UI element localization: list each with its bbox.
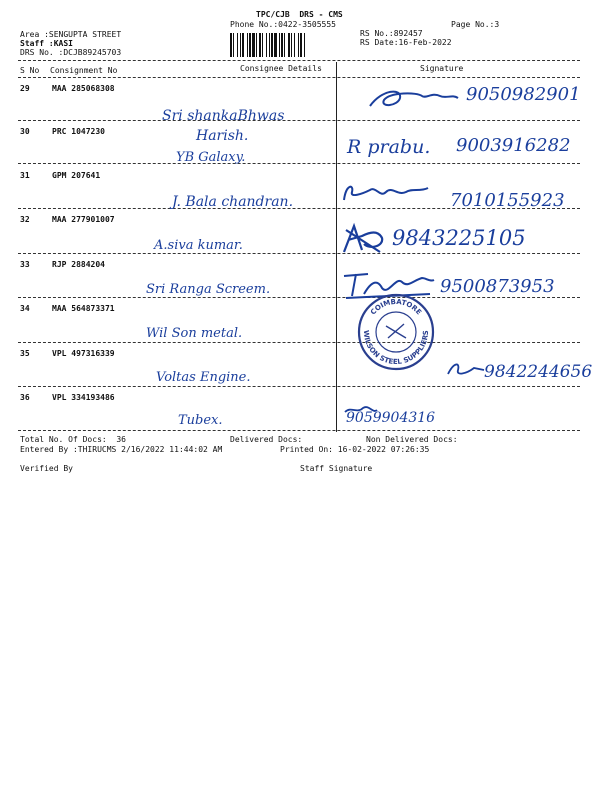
consignee-name: Sri Ranga Screem.	[146, 282, 271, 297]
total-docs: Total No. Of Docs: 36	[20, 435, 126, 444]
signature-scribble	[446, 360, 486, 380]
signature-phone: 9842244656	[484, 362, 593, 382]
staff-signature: Staff Signature	[300, 464, 373, 473]
row-divider	[18, 120, 580, 121]
signature-phone: 9003916282	[456, 135, 571, 156]
signature-phone: 9059904316	[346, 410, 436, 426]
non-delivered-docs: Non Delivered Docs:	[366, 435, 458, 444]
row-divider	[18, 253, 580, 254]
column-signature: Signature	[420, 64, 464, 73]
header-divider	[18, 60, 580, 61]
row-divider	[18, 430, 580, 431]
company-stamp	[356, 292, 436, 372]
consignee-name: Wil Son metal.	[146, 326, 243, 341]
row-sno: 32	[20, 215, 30, 224]
consignee-name: YB Galaxy.	[176, 150, 246, 165]
row-consignment: MAA 564873371	[52, 304, 115, 313]
column-sno: S No	[20, 66, 40, 75]
row-sno: 35	[20, 349, 30, 358]
consignee-name: Tubex.	[178, 413, 223, 428]
row-consignment: RJP 2884204	[52, 260, 105, 269]
staff-label: Staff :KASI	[20, 39, 73, 48]
consignee-name: J. Bala chandran.	[172, 194, 294, 210]
drs-number: DRS No. :DCJB89245703	[20, 48, 122, 57]
row-consignment: PRC 1047230	[52, 127, 105, 136]
row-divider	[18, 163, 580, 164]
stamp-company: WILSON STEEL SUPPLIERS	[361, 329, 431, 367]
area-label: Area :SENGUPTA STREET	[20, 30, 122, 39]
stamp-city: COIMBATORE	[369, 297, 423, 317]
consignee-name: Sri shankaBhwas	[162, 108, 285, 124]
column-consignee-details: Consignee Details	[240, 64, 322, 73]
column-divider	[18, 77, 580, 78]
row-sno: 34	[20, 304, 30, 313]
row-consignment: VPL 497316339	[52, 349, 115, 358]
row-consignment: VPL 334193486	[52, 393, 115, 402]
phone-number: Phone No.:0422-3505555	[230, 20, 336, 29]
delivered-docs: Delivered Docs:	[230, 435, 303, 444]
signature-scribble	[362, 84, 462, 116]
printed-on: Printed On: 16-02-2022 07:26:35	[280, 445, 430, 454]
consignee-name: A.siva kumar.	[154, 238, 243, 253]
row-sno: 31	[20, 171, 30, 180]
row-consignment: MAA 277901007	[52, 215, 115, 224]
verified-by: Verified By	[20, 464, 73, 473]
consignee-name: Harish.	[196, 128, 249, 144]
row-sno: 33	[20, 260, 30, 269]
entered-by: Entered By :THIRUCMS 2/16/2022 11:44:02 AM	[20, 445, 223, 454]
signature-phone: 9500873953	[440, 276, 555, 297]
signature-phone: 7010155923	[450, 190, 565, 211]
rs-number: RS No.:892457	[360, 29, 423, 38]
consignee-name: Voltas Engine.	[156, 370, 251, 385]
row-divider	[18, 386, 580, 387]
barcode	[229, 33, 353, 57]
signature-scribble	[340, 222, 386, 256]
signature-phone: 9843225105	[392, 226, 526, 250]
row-sno: 30	[20, 127, 30, 136]
rs-date: RS Date:16-Feb-2022	[360, 38, 452, 47]
row-divider	[18, 297, 580, 298]
row-consignment: GPM 207641	[52, 171, 101, 180]
signature-name: R prabu.	[347, 136, 431, 158]
row-sno: 29	[20, 84, 30, 93]
signature-scribble	[340, 180, 432, 206]
signature-column-border	[336, 62, 337, 432]
signature-phone: 9050982901	[466, 84, 581, 105]
row-sno: 36	[20, 393, 30, 402]
page-number: Page No.:3	[451, 20, 500, 29]
column-consignment: Consignment No	[50, 66, 118, 75]
row-divider	[18, 342, 580, 343]
row-consignment: MAA 285068308	[52, 84, 115, 93]
document-title: TPC/CJB DRS - CMS	[256, 10, 343, 19]
